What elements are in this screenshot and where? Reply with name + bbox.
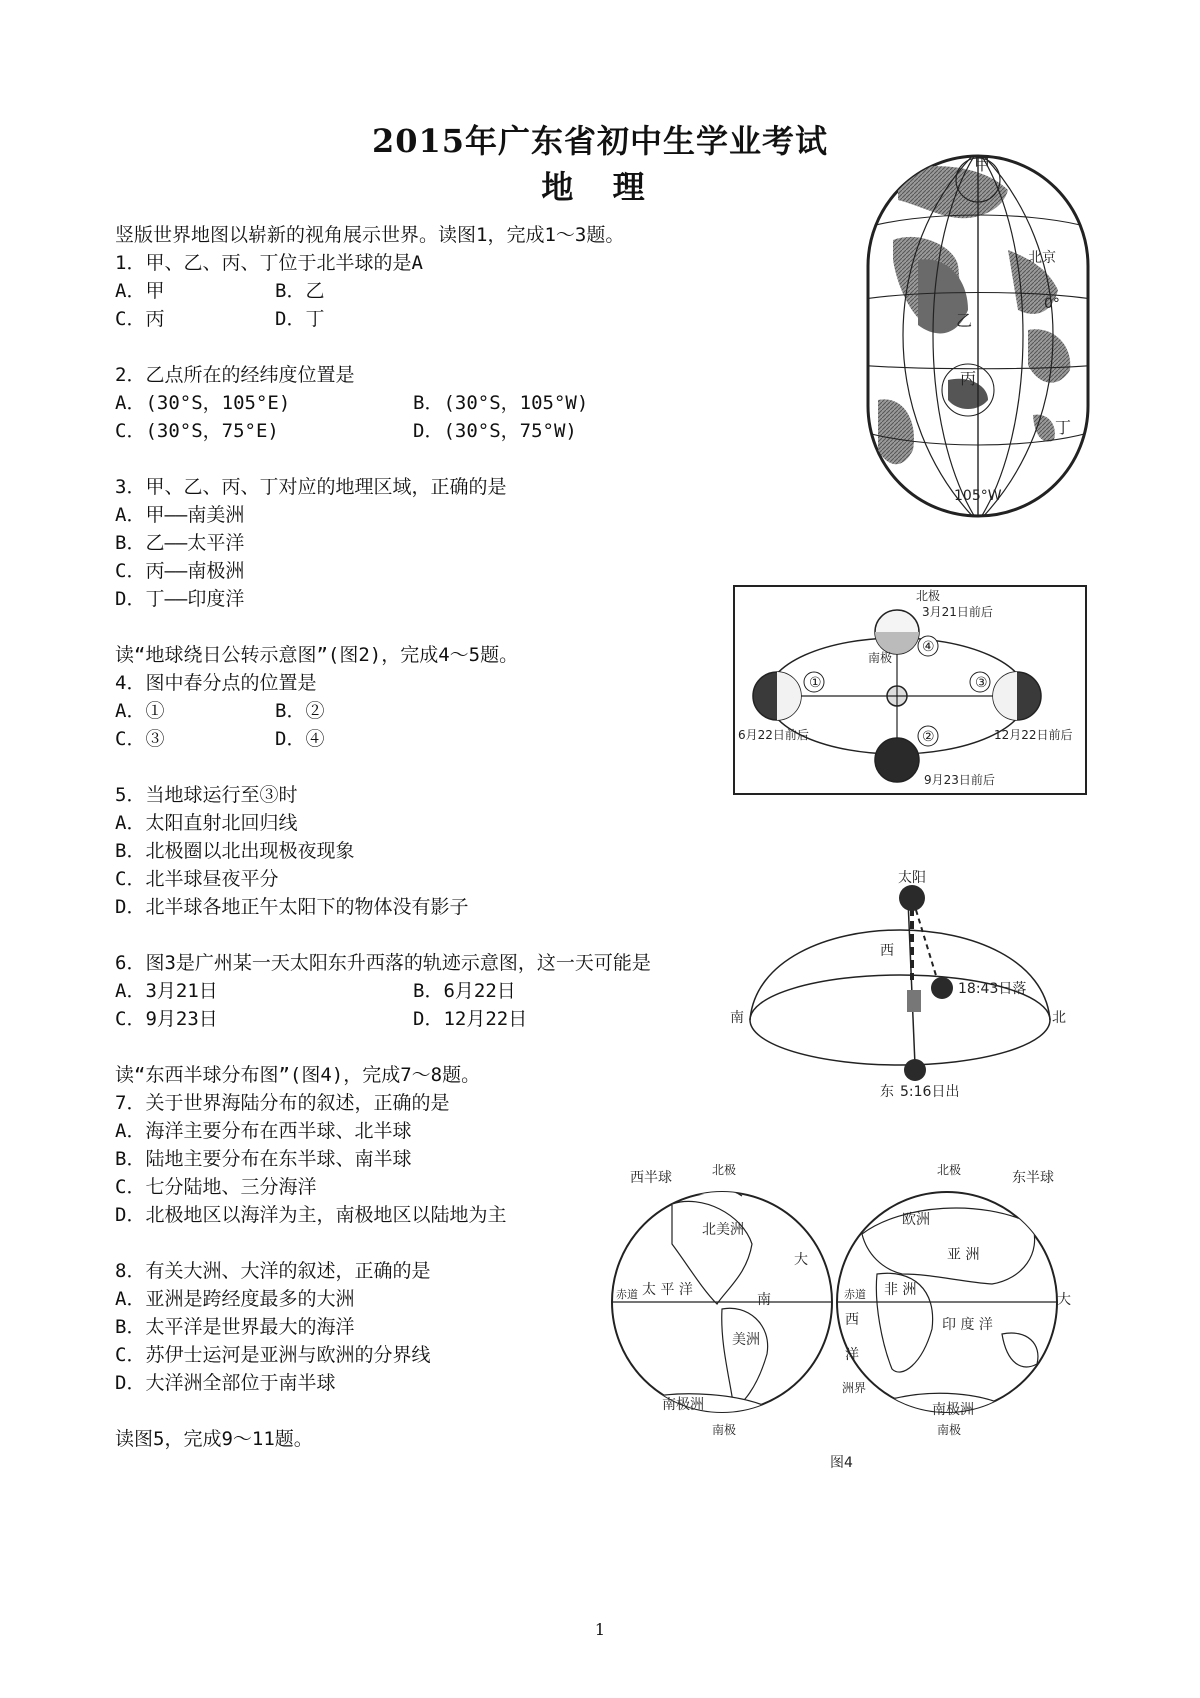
- q6-a: A．3月21日: [115, 980, 218, 1002]
- label-south: 南: [730, 1010, 744, 1026]
- q5-b: B．北极圈以北出现极夜现象: [115, 840, 355, 862]
- q3-b: B．乙——太平洋: [115, 532, 245, 554]
- earth-right: [993, 672, 1041, 720]
- q8-d: D．大洋洲全部位于南半球: [115, 1372, 336, 1394]
- q2-options-cd: [115, 416, 577, 443]
- q2-d: D．(30°S，75°W): [413, 420, 577, 442]
- label-north-pole: 北极: [916, 589, 941, 603]
- subject-title: 地 理: [541, 168, 659, 206]
- label-continent-border: 洲界: [842, 1381, 867, 1395]
- sunset-sun-icon: [931, 977, 953, 999]
- figure-3-sun-path: [730, 870, 1070, 1105]
- label-south-pole: 南极: [868, 651, 893, 665]
- q6-stem: 6．图3是广州某一天太阳东升西落的轨迹示意图，这一天可能是: [115, 952, 651, 974]
- q6-c: C．9月23日: [115, 1008, 218, 1030]
- figure-1-vertical-world-map: [858, 150, 1098, 522]
- label-europe: 欧洲: [902, 1212, 930, 1228]
- label-africa: 非 洲: [884, 1282, 917, 1298]
- label-atlantic-west: 大: [794, 1252, 808, 1268]
- q6-options-cd: [115, 1004, 528, 1031]
- earth-left: [753, 672, 801, 720]
- q7-stem: 7．关于世界海陆分布的叙述，正确的是: [115, 1092, 450, 1114]
- q8-stem: 8．有关大洲、大洋的叙述，正确的是: [115, 1260, 431, 1282]
- label-east-hemisphere: 东半球: [1012, 1170, 1054, 1186]
- label-pacific: 太 平 洋: [642, 1282, 693, 1298]
- q6-options-ab: [115, 976, 516, 1003]
- label-yi: 乙: [956, 311, 973, 330]
- label-antarctica-east: 南极洲: [932, 1402, 974, 1418]
- q4-b: B．②: [275, 700, 325, 722]
- q1-d: D．丁: [275, 308, 325, 330]
- q2-options-ab: [115, 388, 589, 415]
- q2-b: B．(30°S，105°W): [413, 392, 589, 414]
- intro-q9-11: 读图5，完成9～11题。: [115, 1428, 313, 1450]
- q5-a: A．太阳直射北回归线: [115, 812, 298, 834]
- q7-b: B．陆地主要分布在东半球、南半球: [115, 1148, 412, 1170]
- q4-a: A．①: [115, 700, 165, 722]
- sun-icon: [899, 885, 925, 911]
- page-number: 1: [594, 1620, 606, 1639]
- marker-1: ①: [809, 675, 822, 691]
- marker-4: ④: [922, 639, 935, 655]
- label-antarctica-west: 南极洲: [662, 1397, 704, 1413]
- q8-b: B．太平洋是世界最大的海洋: [115, 1316, 355, 1338]
- label-asia: 亚 洲: [947, 1247, 980, 1263]
- q7-a: A．海洋主要分布在西半球、北半球: [115, 1120, 412, 1142]
- page-title: 2015年广东省初中生学业考试: [371, 122, 829, 160]
- q2-a: A．(30°S，105°E): [115, 392, 291, 414]
- label-south-pole-east: 南极: [937, 1423, 962, 1437]
- earth-top: [875, 610, 919, 654]
- label-beijing: 北京: [1028, 250, 1056, 266]
- intro-q1-3: 竖版世界地图以崭新的视角展示世界。读图1，完成1～3题。: [115, 224, 625, 246]
- q1-c: C．丙: [115, 308, 165, 330]
- q2-stem: 2．乙点所在的经纬度位置是: [115, 364, 355, 386]
- intro-q4-5: 读“地球绕日公转示意图”(图2)，完成4～5题。: [115, 644, 519, 666]
- label-bing: 丙: [960, 369, 977, 388]
- q5-stem: 5．当地球运行至③时: [115, 784, 298, 806]
- q4-d: D．④: [275, 728, 325, 750]
- label-indian-ocean: 印 度 洋: [942, 1317, 993, 1333]
- q4-stem: 4．图中春分点的位置是: [115, 672, 317, 694]
- figure-4-hemispheres: [602, 1164, 1074, 1534]
- marker-3: ③: [975, 675, 988, 691]
- q6-d: D．12月22日: [413, 1008, 528, 1030]
- figure-2-earth-revolution: [732, 584, 1088, 796]
- label-equator-west: 赤道: [616, 1288, 638, 1301]
- label-ocean-char: 洋: [845, 1347, 859, 1363]
- label-jun22: 6月22日前后: [738, 728, 809, 742]
- label-jia: 甲: [974, 155, 991, 174]
- q4-c: C．③: [115, 728, 165, 750]
- q3-a: A．甲——南美洲: [115, 504, 245, 526]
- q4-options-cd: [115, 724, 325, 751]
- label-dec22: 12月22日前后: [994, 728, 1073, 742]
- q3-d: D．丁——印度洋: [115, 588, 245, 610]
- q1-a: A．甲: [115, 280, 165, 302]
- label-south: 南: [757, 1292, 771, 1308]
- label-mar21: 3月21日前后: [922, 605, 993, 619]
- q1-options-cd: [115, 304, 325, 331]
- q5-d: D．北半球各地正午太阳下的物体没有影子: [115, 896, 469, 918]
- q8-c: C．苏伊士运河是亚洲与欧洲的分界线: [115, 1344, 431, 1366]
- q3-stem: 3．甲、乙、丙、丁对应的地理区域，正确的是: [115, 476, 507, 498]
- q3-c: C．丙——南极洲: [115, 560, 245, 582]
- eastern-hemisphere: [837, 1192, 1057, 1424]
- q7-d: D．北极地区以海洋为主，南极地区以陆地为主: [115, 1204, 507, 1226]
- label-north-america: 北美洲: [702, 1222, 744, 1238]
- label-equator-0deg: 0°: [1044, 296, 1060, 312]
- q1-stem: 1．甲、乙、丙、丁位于北半球的是A: [115, 252, 423, 274]
- label-sunset: 18:43日落: [958, 981, 1027, 997]
- label-north: 北: [1052, 1010, 1066, 1026]
- intro-q7-8: 读“东西半球分布图”(图4)，完成7～8题。: [115, 1064, 481, 1086]
- q1-b: B．乙: [275, 280, 325, 302]
- label-west: 西: [880, 943, 894, 959]
- label-north-pole-west: 北极: [712, 1164, 737, 1177]
- label-equator-east: 赤道: [844, 1288, 866, 1301]
- observer-figure: [907, 990, 921, 1012]
- q5-c: C．北半球昼夜平分: [115, 868, 279, 890]
- q7-c: C．七分陆地、三分海洋: [115, 1176, 317, 1198]
- label-north-pole-east: 北极: [937, 1164, 962, 1177]
- label-south-america: 美洲: [732, 1332, 760, 1348]
- label-east: 东: [880, 1084, 894, 1100]
- q2-c: C．(30°S，75°E): [115, 420, 279, 442]
- label-105w: 105°W: [954, 488, 1002, 504]
- label-sep23: 9月23日前后: [924, 773, 995, 787]
- q8-a: A．亚洲是跨经度最多的大洲: [115, 1288, 355, 1310]
- figure-4-caption: 图4: [830, 1455, 853, 1471]
- label-south-pole-west: 南极: [712, 1423, 737, 1437]
- label-ding: 丁: [1055, 418, 1072, 437]
- label-da-east: 大: [1057, 1292, 1071, 1308]
- q1-options-ab: [115, 276, 325, 303]
- label-atlantic-east: 西: [845, 1312, 859, 1328]
- q6-b: B．6月22日: [413, 980, 516, 1002]
- marker-2: ②: [922, 729, 935, 745]
- label-sun: 太阳: [898, 870, 926, 886]
- q4-options-ab: [115, 696, 325, 723]
- label-sunrise: 5:16日出: [900, 1084, 960, 1100]
- sunrise-sun-icon: [904, 1059, 926, 1081]
- label-west-hemisphere: 西半球: [630, 1170, 672, 1186]
- earth-bottom: [875, 738, 919, 782]
